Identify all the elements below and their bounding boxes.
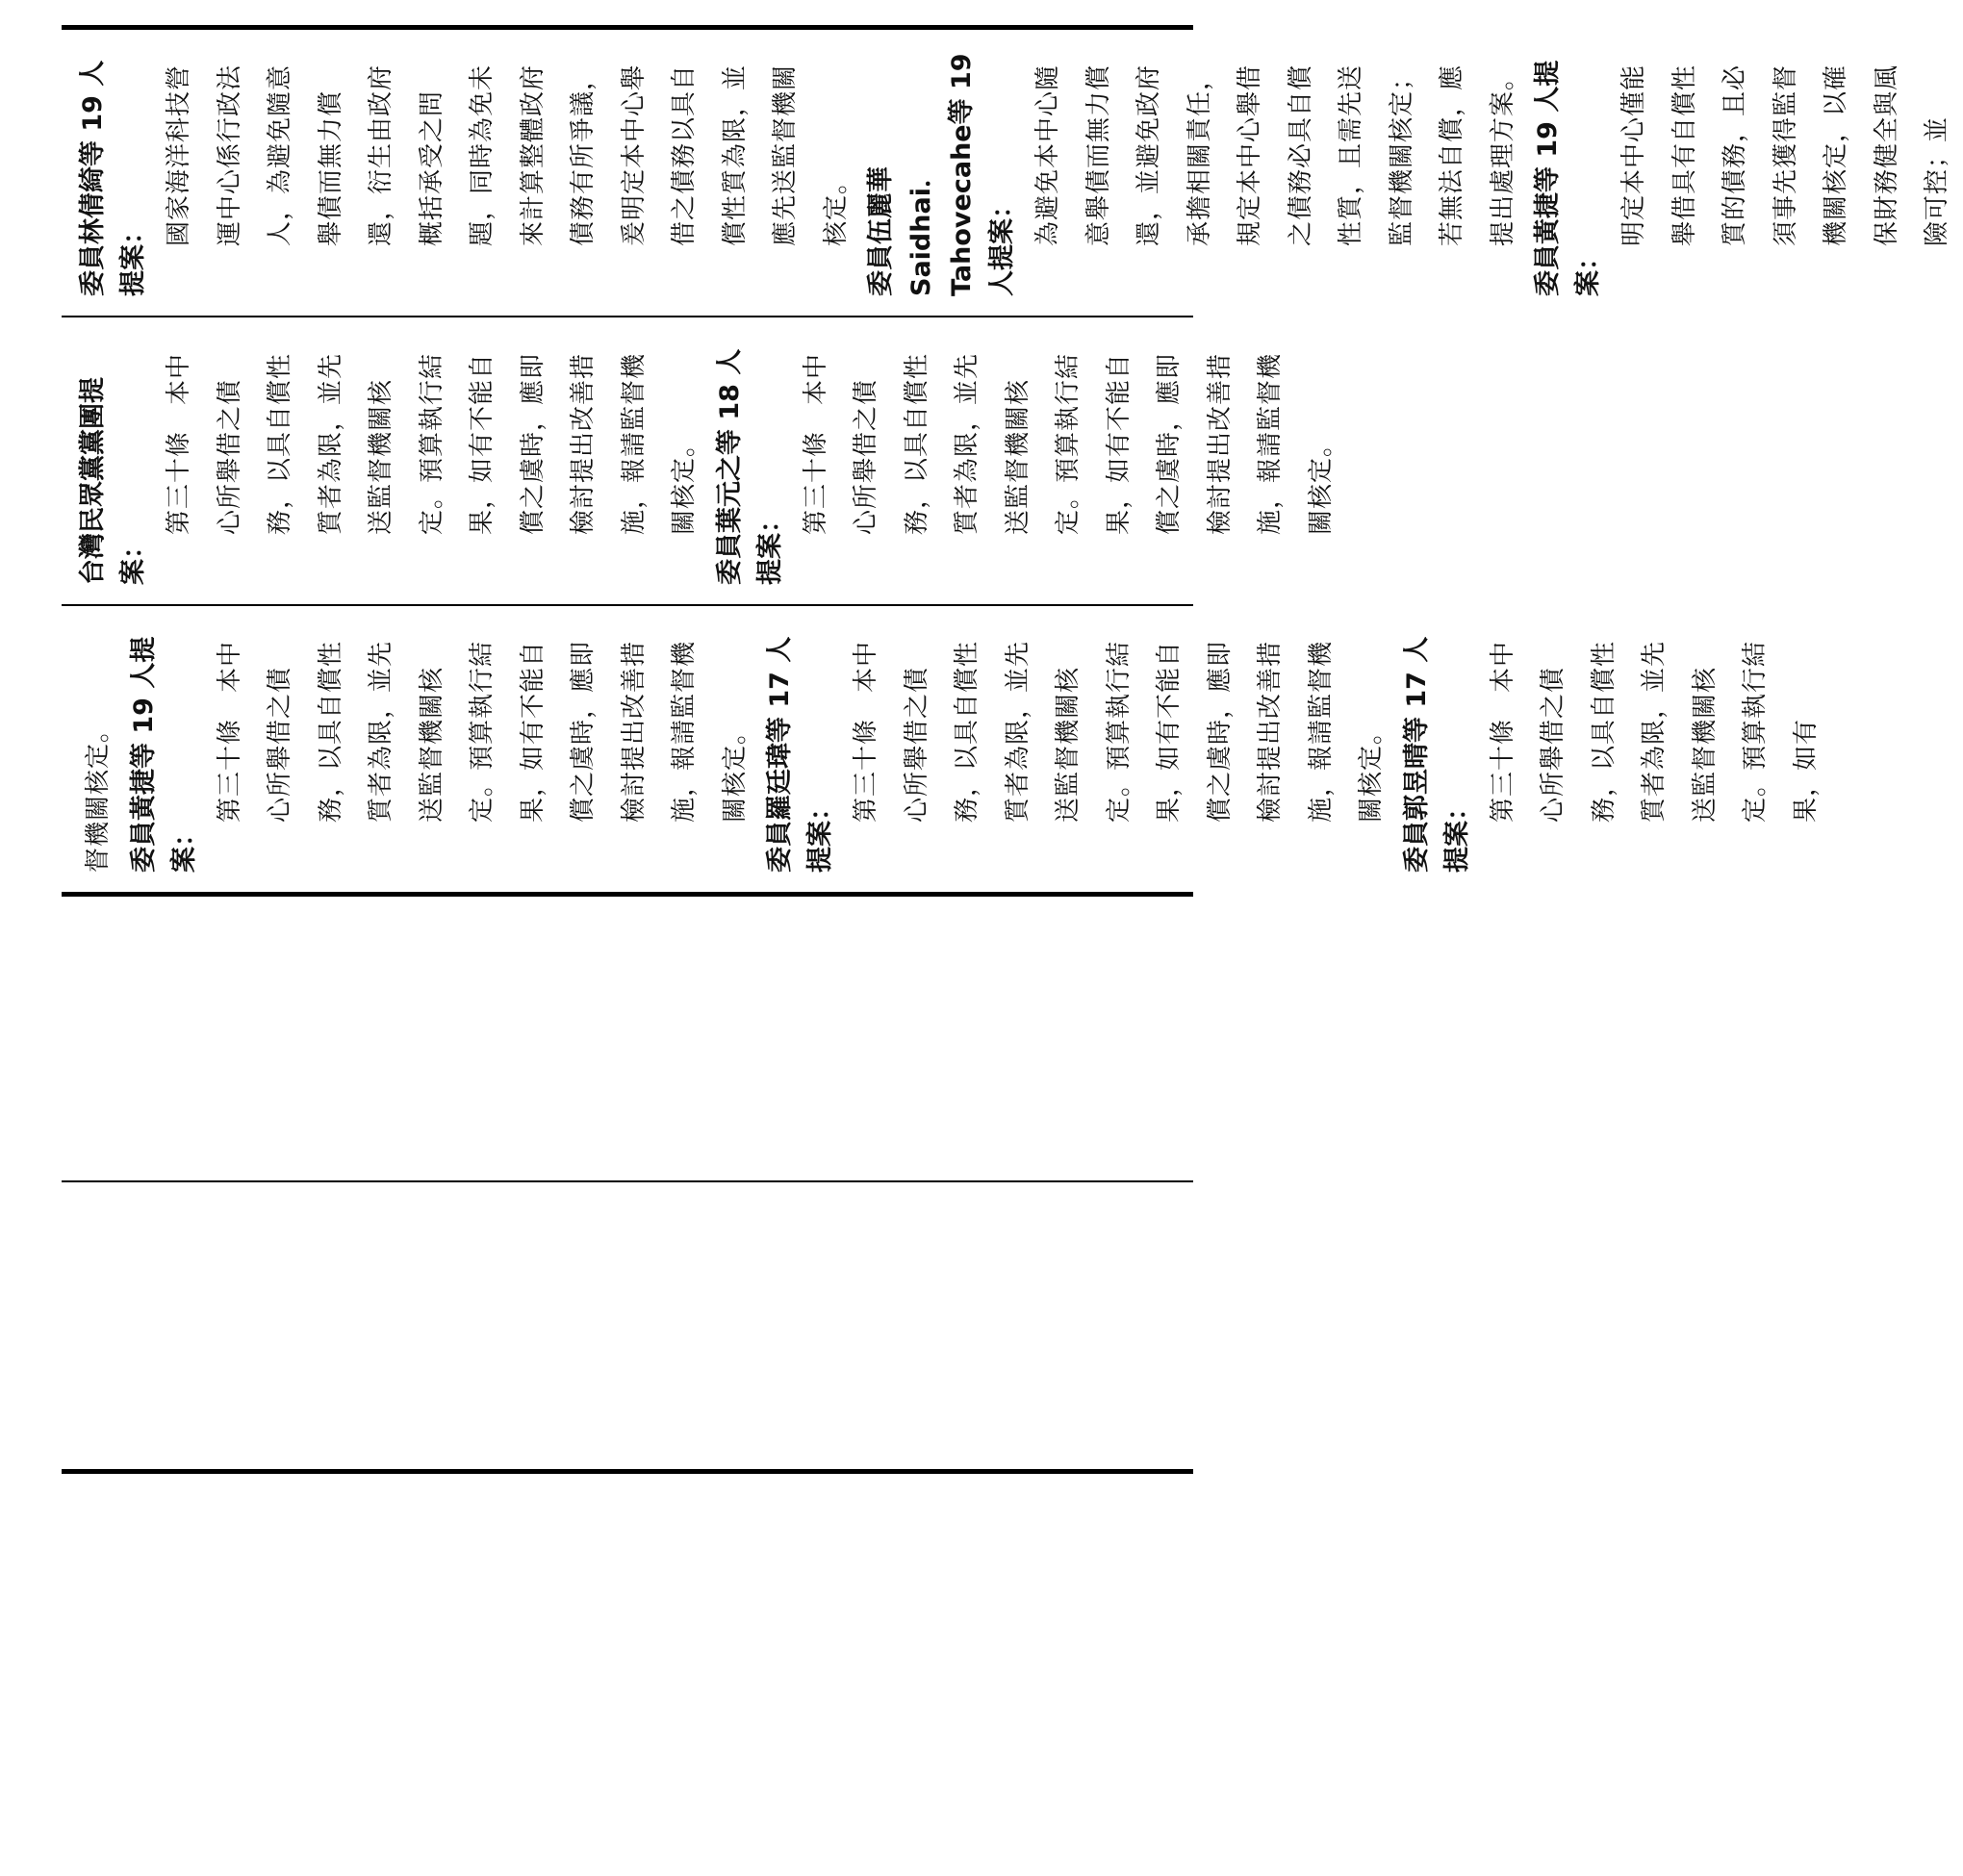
proposal-heading: 委員黃捷等 19 人提案： [128, 636, 199, 873]
proposal-heading: 委員林倩綺等 19 人提案： [78, 60, 148, 296]
bottom-rule [62, 1469, 1193, 1474]
proposal-text: 督機關核定。 [84, 716, 113, 873]
proposal-text: 第三十條 本中心所舉借之債務，以具自償性質者為限，並先送監督機關核定。預算執行結果，如有 [1488, 640, 1821, 823]
proposal-text: 第三十條 本中心所舉借之債務，以具自償性質者為限，並先送監督機關核定。預算執行結果，如有不能自償之虞時，應即檢討提出改善措施，報請監督機關核定。 [801, 352, 1336, 535]
text-band-2 [62, 319, 1336, 602]
top-rule [62, 25, 1193, 30]
proposal-text: 明定本中心僅能舉借具有自償性質的債務，且必須事先獲得監督機關核定，以確保財務健全與風險可控；並 [1619, 63, 1951, 246]
proposal-heading: 台灣民眾黨黨團提案： [78, 377, 148, 585]
rotated-column-1 [62, 33, 1951, 314]
text-band-3 [62, 608, 1821, 890]
proposal-text: 第三十條 本中心所舉借之債務，以具自償性質者為限，並先送監督機關核定。預算執行結果，如有不能自償之虞時，應即檢討提出改善措施，報請監督機關核定。 [852, 640, 1386, 823]
proposal-text: 為避免本中心隨意舉債而無力償還，並避免政府承擔相關責任，規定本中心舉借之債務必具自償性質，且需先送監督機關核定；若無法自償，應提出處理方案。 [1033, 63, 1517, 246]
proposal-heading: 委員伍麗華 Saidhai．Tahovecahe等 19 人提案： [866, 44, 1017, 296]
proposal-heading: 委員郭昱晴等 17 人提案： [1401, 636, 1472, 873]
proposal-heading: 委員羅廷瑋等 17 人提案： [765, 636, 835, 873]
rotated-column-2 [62, 319, 1336, 602]
proposal-heading: 委員葉元之等 18 人提案： [714, 348, 785, 585]
column-blocks-2 [73, 337, 1336, 585]
column-divider-2 [62, 604, 1193, 606]
column-divider-1 [62, 316, 1193, 317]
blank-section-divider [62, 1180, 1193, 1182]
column-blocks-1 [73, 44, 1951, 296]
middle-rule [62, 892, 1193, 897]
proposal-text: 第三十條 本中心所舉借之債務，以具自償性質者為限，並先送監督機關核定。預算執行結果，如有不能自償之虞時，應即檢討提出改善措施，報請監督機關核定。 [215, 640, 750, 823]
rotated-column-3 [62, 608, 1821, 890]
text-band-1 [62, 33, 1951, 314]
proposal-heading: 委員黃捷等 19 人提案： [1533, 60, 1603, 296]
column-blocks-3 [73, 625, 1821, 873]
proposal-text: 第三十條 本中心所舉借之債務，以具自償性質者為限，並先送監督機關核定。預算執行結果，如有不能自償之虞時，應即檢討提出改善措施，報請監督機關核定。 [165, 352, 699, 535]
proposal-text: 國家海洋科技營運中心係行政法人，為避免隨意舉債而無力償還，衍生由政府概括承受之問題，同時為免未來計算整體政府債務有所爭議，爰明定本中心舉借之債務以具自償性質為限，並應先送監督機關核定。 [165, 63, 851, 246]
